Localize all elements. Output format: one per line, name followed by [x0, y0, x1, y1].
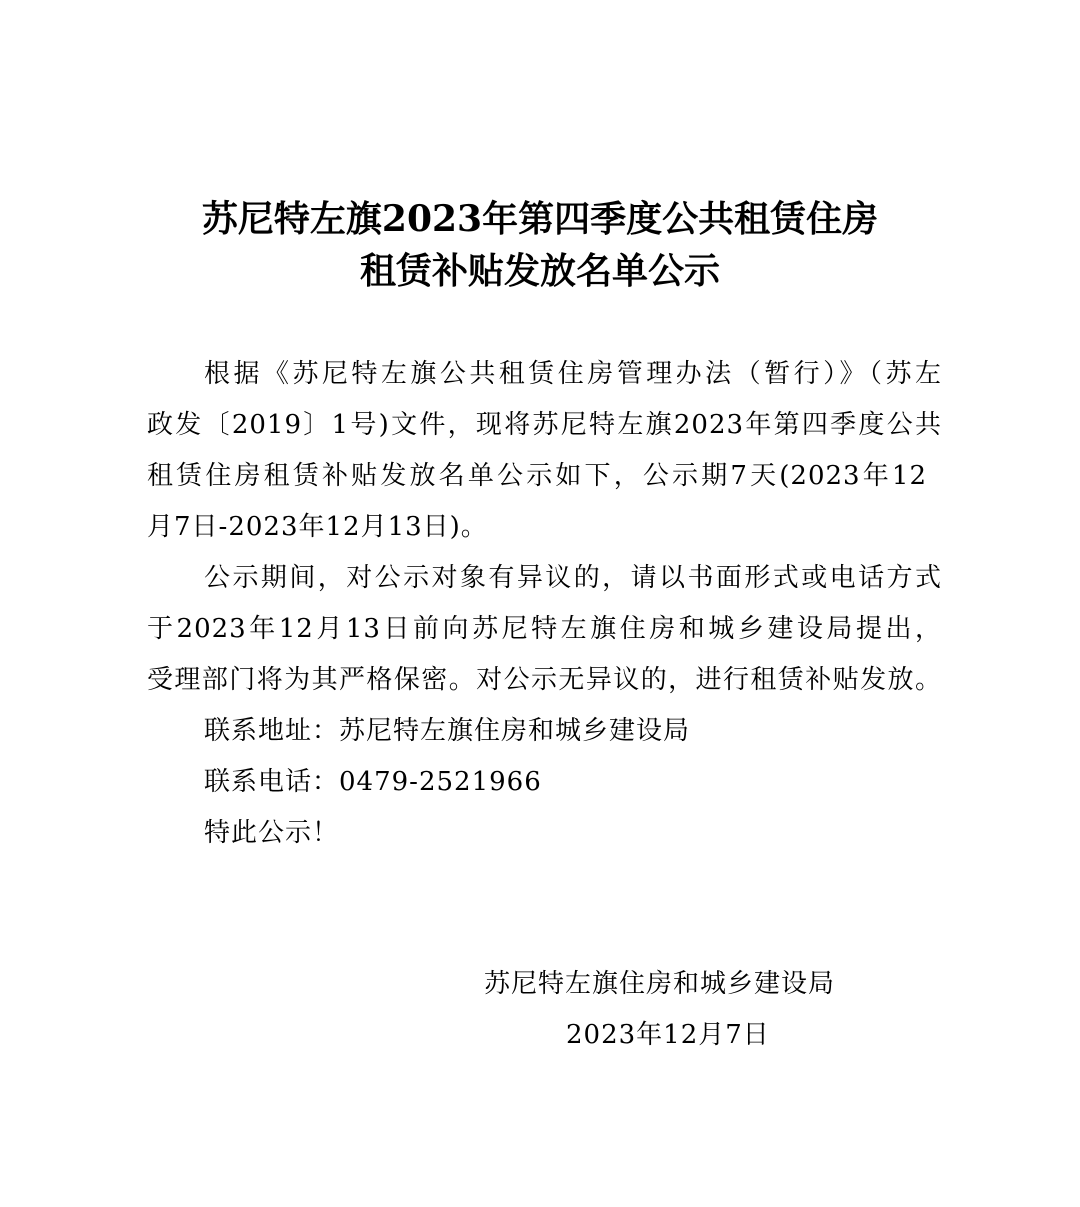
signature-org: 苏尼特左旗住房和城乡建设局: [484, 969, 836, 999]
paragraph-line: 根据《苏尼特左旗公共租赁住房管理办法（暂行）》（苏左: [204, 359, 942, 389]
paragraph-line: 受理部门将为其严格保密。对公示无异议的，进行租赁补贴发放。: [147, 665, 942, 695]
paragraph-line: 于2023年12月13日前向苏尼特左旗住房和城乡建设局提出，: [147, 614, 942, 644]
paragraph-line: 租赁住房租赁补贴发放名单公示如下，公示期7天(2023年12: [147, 461, 927, 491]
signature-date: 2023年12月7日: [566, 1020, 770, 1050]
closing-text: 特此公示！: [204, 818, 340, 848]
contact-phone: 联系电话：0479-2521966: [204, 767, 542, 797]
contact-address: 联系地址：苏尼特左旗住房和城乡建设局: [204, 716, 691, 746]
title-line-2: 租赁补贴发放名单公示: [359, 250, 720, 292]
title-line-1: 苏尼特左旗2023年第四季度公共租赁住房: [201, 198, 879, 240]
paragraph-line: 政发〔2019〕1号)文件，现将苏尼特左旗2023年第四季度公共: [147, 410, 942, 440]
paragraph-line: 月7日-2023年12月13日)。: [147, 512, 488, 542]
paragraph-line: 公示期间，对公示对象有异议的，请以书面形式或电话方式: [204, 563, 942, 593]
